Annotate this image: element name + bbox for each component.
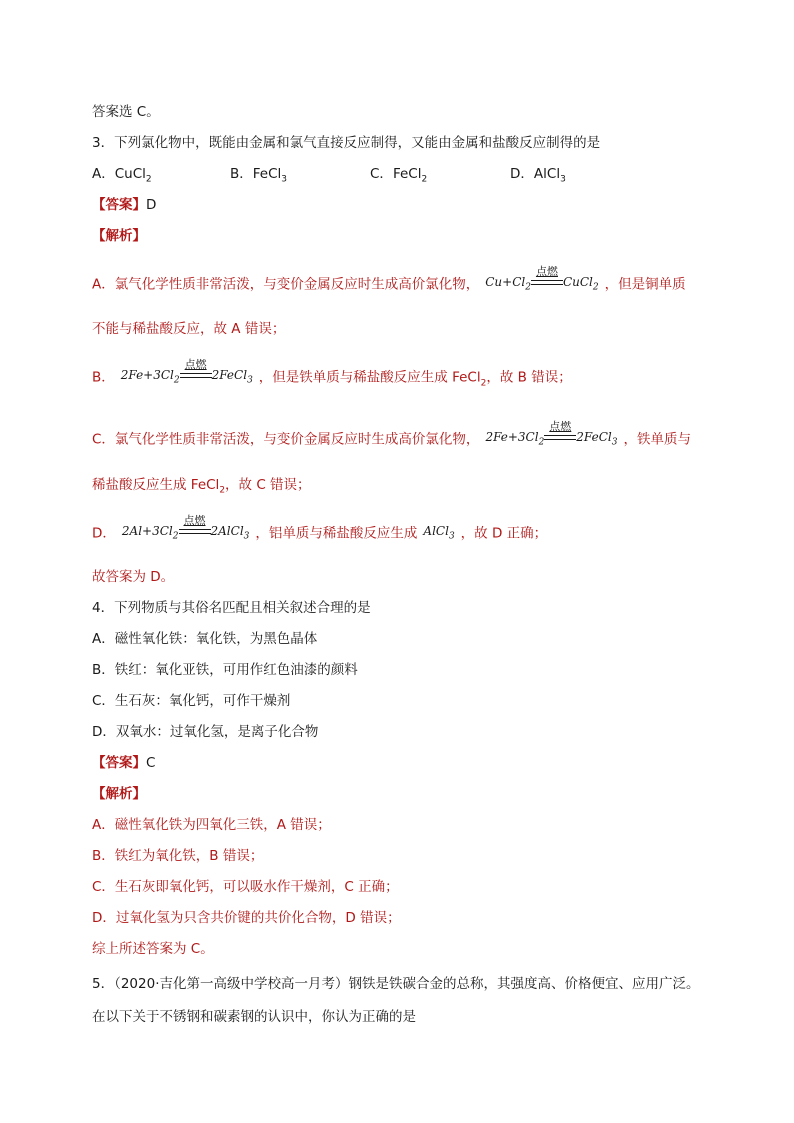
equation-a: $Cu+Cl_2$ 点燃 CuCl$_2$ <box>485 264 599 293</box>
question-3-analysis-tag: 【解析】 <box>92 228 146 244</box>
analysis-a-line2: 不能与稀盐酸反应，故 A 错误； <box>92 321 286 337</box>
analysis-c-line2: 稀盐酸反应生成 FeCl$_2$，故 C 错误； <box>92 477 311 496</box>
formula-alcl3: AlCl$_3$ <box>423 524 455 542</box>
equation-c: $2Fe+3Cl_2$ 点燃 2FeCl$_3$ <box>485 419 618 448</box>
question-4-stem: 4．下列物质与其俗名匹配且相关叙述合理的是 <box>92 600 371 616</box>
question-4-analysis-tag: 【解析】 <box>92 786 146 802</box>
question-4-analysis-d: D．过氧化氢为只含共价键的共价化合物，D 错误； <box>92 910 401 926</box>
question-5-stem-line1: 5．（2020·吉化第一高级中学校高一月考）钢铁是铁碳合金的总称，其强度高、价格便宜、应用广泛。 <box>92 976 700 992</box>
analysis-d: D． $2Al+3Cl_2$ 点燃 2AlCl$_3$ ，铝单质与稀盐酸反应生成 AlCl$_3$ ，故 D 正确； <box>92 522 547 545</box>
top-note: 答案选 C。 <box>92 104 160 120</box>
analysis-a-line1: A．氯气化学性质非常活泼，与变价金属反应时生成高价氯化物， $Cu+Cl_2$ 点燃 CuCl$_2$ ，但是铜单质 <box>92 273 686 296</box>
option-d: D．AlCl$_3$ <box>510 166 566 185</box>
question-3-options <box>92 165 712 183</box>
question-4-option-b: B．铁红：氧化亚铁，可用作红色油漆的颜料 <box>92 662 358 678</box>
question-3-conclusion: 故答案为 D。 <box>92 569 175 585</box>
question-3-answer: 【答案】D <box>92 197 157 213</box>
option-b: B．FeCl$_3$ <box>230 166 288 185</box>
analysis-b: B． $2Fe+3Cl_2$ 点燃 2FeCl$_3$ ，但是铁单质与稀盐酸反应生成 FeCl$_2$，故 B 错误； <box>92 357 572 389</box>
equation-d: $2Al+3Cl_2$ 点燃 2AlCl$_3$ <box>121 513 250 542</box>
question-4-option-a: A．磁性氧化铁：氧化铁，为黑色晶体 <box>92 631 318 647</box>
question-4-conclusion: 综上所述答案为 C。 <box>92 941 214 957</box>
option-a: A．CuCl$_2$ <box>92 166 152 185</box>
question-4-option-d: D．双氧水：过氧化氢，是离子化合物 <box>92 724 319 740</box>
question-5-stem-line2: 在以下关于不锈钢和碳素钢的认识中，你认为正确的是 <box>92 1009 416 1025</box>
option-c: C．FeCl$_2$ <box>370 166 428 185</box>
question-4-analysis-c: C．生石灰即氧化钙，可以吸水作干燥剂，C 正确； <box>92 879 399 895</box>
analysis-c-line1: C．氯气化学性质非常活泼，与变价金属反应时生成高价氯化物， $2Fe+3Cl_2$ 点燃 2FeCl$_3$ ，铁单质与 <box>92 428 691 451</box>
question-4-analysis-a: A．磁性氧化铁为四氧化三铁，A 错误； <box>92 817 331 833</box>
question-3-stem: 3．下列氯化物中，既能由金属和氯气直接反应制得，又能由金属和盐酸反应制得的是 <box>92 135 601 151</box>
question-4-option-c: C．生石灰：氧化钙，可作干燥剂 <box>92 693 291 709</box>
question-4-analysis-b: B．铁红为氧化铁，B 错误； <box>92 848 264 864</box>
equation-b: $2Fe+3Cl_2$ 点燃 2FeCl$_3$ <box>120 357 253 386</box>
question-4-answer: 【答案】C <box>92 755 156 771</box>
